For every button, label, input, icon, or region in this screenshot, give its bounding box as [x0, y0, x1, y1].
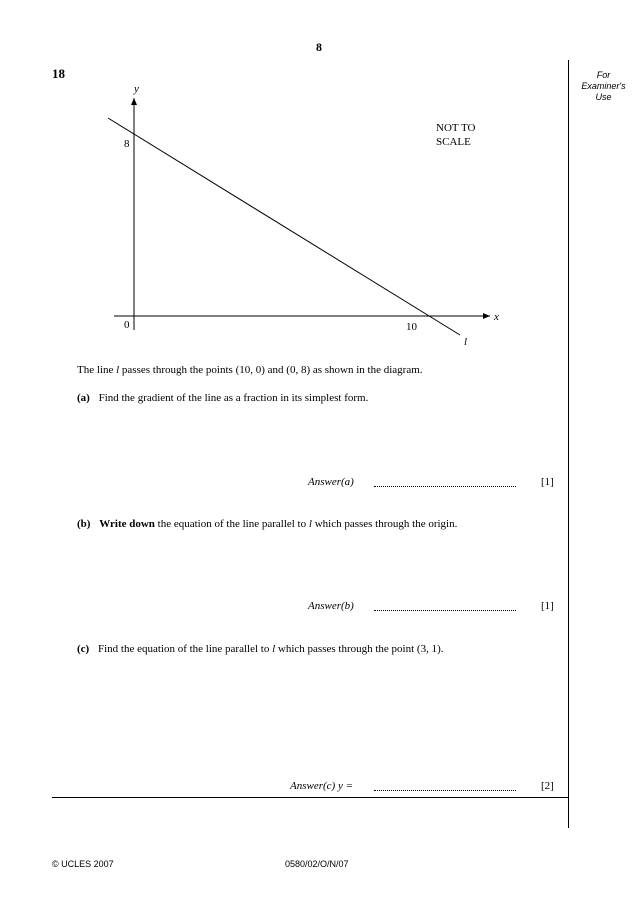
not-to-scale-line1: NOT TO: [436, 122, 476, 134]
part-a-label: (a): [77, 392, 90, 404]
y-axis-label: y: [134, 83, 139, 95]
answer-c-label: Answer(c) y =: [290, 780, 354, 792]
part-b-marks: [1]: [541, 600, 554, 612]
footer-paper-code: 0580/02/O/N/07: [285, 859, 349, 869]
part-c-marks: [2]: [541, 780, 554, 792]
answer-a-label: Answer(a): [308, 476, 354, 488]
examiner-label-line3: Use: [595, 92, 612, 102]
origin-label: 0: [124, 319, 130, 331]
line-l: [108, 118, 460, 335]
part-b-bold-text: Write down: [99, 518, 155, 530]
answer-c-field[interactable]: [374, 790, 516, 791]
answer-b-field[interactable]: [374, 610, 516, 611]
part-c-question: (c) Find the equation of the line parallel to l which passes through the point (3, 1).: [77, 643, 444, 655]
part-b-label: (b): [77, 518, 91, 530]
not-to-scale-line2: SCALE: [436, 136, 471, 148]
answer-b-label: Answer(b): [308, 600, 354, 612]
bottom-rule: [52, 797, 568, 798]
part-b-question: (b) Write down the equation of the line parallel to l which passes through the origin.: [77, 518, 458, 530]
line-diagram: [0, 0, 638, 360]
examiner-label-line2: Examiner's: [581, 81, 626, 91]
answer-a-field[interactable]: [374, 486, 516, 487]
examiner-label-line1: For: [596, 70, 611, 80]
page-number: 8: [316, 40, 322, 54]
x-intercept-label: 10: [406, 321, 417, 333]
part-a-marks: [1]: [541, 476, 554, 488]
question-stem: The line l passes through the points (10, 0) and (0, 8) as shown in the diagram.: [77, 364, 423, 376]
x-axis-label: x: [494, 311, 499, 323]
part-c-label: (c): [77, 643, 90, 655]
question-number: 18: [52, 66, 65, 81]
line-l-label: l: [464, 336, 468, 348]
y-intercept-label: 8: [124, 138, 130, 150]
part-a-text: Find the gradient of the line as a fraction in its simplest form.: [98, 392, 369, 404]
part-a-question: [77, 391, 368, 405]
footer-copyright: © UCLES 2007: [52, 859, 114, 869]
